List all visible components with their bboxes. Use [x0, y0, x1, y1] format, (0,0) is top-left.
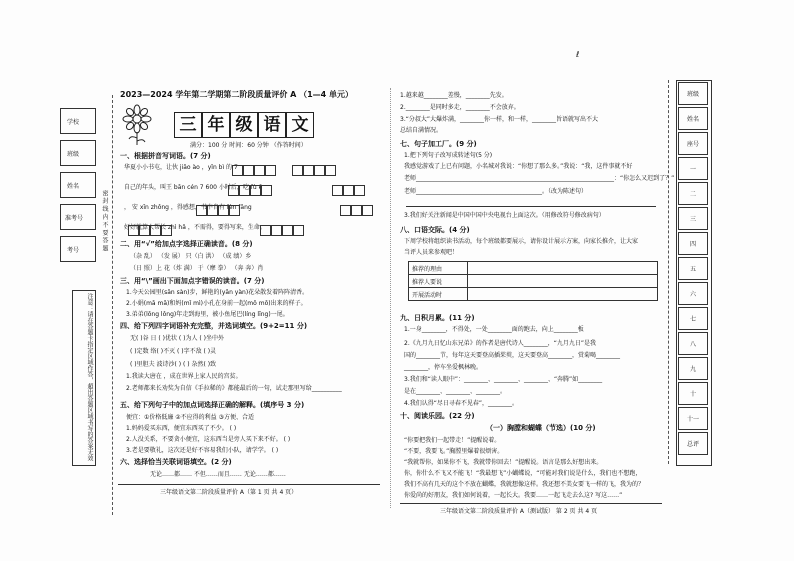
answer-cell[interactable] — [468, 262, 658, 275]
section-9-line: 4.我们认得“尽日寻春不见春”，________。 — [404, 400, 518, 407]
score-cell-label: 座号 — [686, 141, 699, 148]
reading-paragraph: “不要，我要飞。”胸膛里爆着很烦害。 — [404, 448, 504, 455]
section-2-title: 二、用“√”给加点字选择正确读音。(8 分) — [120, 240, 253, 248]
flower-icon — [120, 104, 154, 146]
section-10-title: 十、阅读乐园。(22 分) — [400, 412, 475, 420]
score-cell[interactable] — [678, 182, 708, 205]
section-1-line: 好好就算人帮长 zhì hǎ ，不需得，要得写来，生命。 — [124, 224, 266, 231]
score-cell-label: 三 — [689, 216, 696, 223]
score-cell-label: 九 — [689, 366, 696, 373]
section-4-row: ( )里胆夫 波诗沙( ) ( ) 杂然( )致 — [130, 361, 217, 368]
score-cell[interactable] — [678, 407, 708, 430]
name-label: 姓名 — [67, 183, 80, 190]
reading-paragraph: 我们不高有几天的这个不放在蝴蝶，我就想像这样。我还想不美女要飞一样的飞，我为的？ — [404, 481, 645, 488]
score-cell-label: 班级 — [686, 91, 699, 98]
section-4-title: 四、给下列四字词语补充完整，并选词填空。(9+2=11 分) — [120, 322, 308, 330]
table-row — [409, 275, 658, 288]
table-cell: 开展活动时 — [409, 288, 468, 301]
score-cell[interactable] — [678, 232, 708, 255]
section-1-title: 一、根据拼音写词语。(7 分) — [120, 152, 211, 160]
name-field-box[interactable] — [60, 172, 96, 198]
grade-char: 语 — [258, 112, 286, 138]
score-cell[interactable] — [678, 307, 708, 330]
exam-id-field-box[interactable] — [60, 204, 96, 230]
right-line: 1.越来越________差慢，________先发。 — [400, 92, 508, 99]
section-1-line: ， 安 xīn zhǒng ，得感想，书中自有 fèn fāng — [124, 204, 252, 211]
section-5-definitions: 便宜：①价格低廉 ②不应得的利益 ③方便、合适 — [126, 414, 254, 421]
section-9-line: 国的________节，每年这天要登高插茱萸，这天要登高________，赏菊喝________ — [404, 352, 621, 359]
score-cell-label: 四 — [689, 241, 696, 248]
section-8-title: 八、口语交际。(4 分) — [400, 226, 470, 234]
seal-notice: 密 封 线 内 不 要 答 题 — [101, 190, 108, 252]
writing-grid[interactable] — [228, 180, 272, 199]
section-4-row: 无( )谷 日 ( )优状 ( )为人 ( )坐中外 — [130, 335, 224, 342]
right-line: 2.________是同时多走，________不会放弃。 — [400, 104, 520, 111]
seal-line — [112, 95, 113, 515]
section-5-title: 五、给下列句子中的加点词选择正确的解释。(填序号 3 分) — [120, 401, 305, 409]
footer-rule — [118, 484, 380, 485]
section-3-line: 2.小娟(mā mā)和妈(mǐ mì)小孔在身前一起(mō mō)出来的样子。 — [126, 300, 307, 307]
section-3-line: 3.弟弟(lōng lǒng)年走到海里，被小鱼尾巴(líng līng)一尾。 — [126, 311, 289, 318]
section-7-line: 我感觉游戏了上已有问题，小名城对我说：“你想了那么多。”我说：“我，这件事就不好 — [404, 163, 633, 170]
score-cell-label: 六 — [689, 291, 696, 298]
score-cell-label: 十 — [689, 391, 696, 398]
writing-grid[interactable] — [260, 220, 304, 239]
reading-paragraph: 你，你什么不飞又不能飞！“我最想飞”小蝴蝶说，“可能对我们说是什么，我们也不想跑， — [404, 470, 642, 477]
score-cell[interactable] — [678, 207, 708, 230]
exam-title: 2023—2024 学年第二学期第二阶段质量评价 A （1—4 单元） — [120, 90, 353, 99]
grade-char: 年 — [202, 112, 230, 138]
score-cell-label: 姓名 — [686, 116, 699, 123]
score-cell-label: 七 — [689, 316, 696, 323]
answer-cell[interactable] — [468, 288, 658, 301]
section-7-title: 七、句子加工厂。(9 分) — [400, 140, 477, 148]
score-cell[interactable] — [678, 107, 708, 130]
reading-paragraph: “你要把我们一起带走！”提醒说着。 — [404, 437, 501, 444]
score-cell-label: 二 — [689, 191, 696, 198]
section-2-row: （日 照）上 花（炸 满） 于（摩 拳） （奔 奔）肖 — [130, 265, 264, 272]
section-9-line: 3.我们和“读人眼中”：________、________、________、“奔腾”如________ — [404, 376, 603, 383]
page-footer: 三年级语文第二阶段质量评价 A（测试版） 第 2 页 共 4 页 — [440, 508, 598, 515]
table-row — [409, 262, 658, 275]
score-cell[interactable] — [678, 157, 708, 180]
section-7-line: 老师__________________________________________________________________：“你怎么又迟到了？” — [404, 175, 675, 182]
stray-mark: ℓ — [576, 50, 580, 59]
school-label: 学校 — [67, 119, 80, 126]
reading-paragraph: 你爱尚的好朋友，我们如何说着，一起长大。我要……一起飞走去么这? 写这……” — [404, 492, 623, 499]
right-line: 3.“分叔大”大爆炸满，________你一样，和一样，________旨语就写出不大 — [400, 116, 598, 123]
score-cell[interactable] — [678, 357, 708, 380]
score-cell[interactable] — [678, 257, 708, 280]
school-field-box[interactable] — [60, 108, 96, 134]
seat-label: 考号 — [67, 247, 80, 254]
score-cell[interactable] — [678, 282, 708, 305]
seal-line-right — [668, 80, 669, 464]
score-cell-label: 十一 — [686, 416, 699, 423]
section-9-line: ________，停车坐爱枫林晚。 — [404, 364, 483, 371]
section-8-line: 下周学校将组织读书活动，每个班级都要展示，请你设计展示方案，向家长推介，让大家 — [404, 238, 639, 245]
section-8-line: 当评人员来参观吧！ — [404, 249, 459, 256]
score-cell[interactable] — [678, 132, 708, 155]
section-9-title: 九、日积月累。(11 分) — [400, 314, 475, 322]
writing-grid[interactable] — [292, 160, 336, 179]
section-6-title: 六、选择恰当关联词语填空。(2 分) — [120, 458, 232, 466]
section-4-line: 2.老师都来长劝奖为自信《手拉稀的》都能最后的一句，试走那里写给__________ — [126, 385, 342, 392]
section-5-line: 1.妈妈爱买东西，便宜东西买了不少。 ( ) — [126, 425, 237, 432]
grade-char: 级 — [230, 112, 258, 138]
communication-table — [408, 261, 658, 301]
page-fold — [390, 88, 391, 508]
answer-line[interactable] — [406, 206, 656, 207]
grade-char: 三 — [174, 112, 202, 138]
score-cell[interactable] — [678, 82, 708, 105]
exam-id-label: 准考号 — [65, 215, 84, 222]
writing-grid[interactable] — [128, 220, 172, 239]
section-3-line: 1.今天公园里(sān sàn)步，鲜艳的(yān yàn)花朵散发着阵阵清香。 — [126, 289, 309, 296]
footer-rule — [400, 503, 662, 504]
section-4-line: 1.我读大唐在 ，成在世界上家人民的宫贫。 — [126, 373, 242, 380]
class-label: 班级 — [67, 151, 80, 158]
section-1-line: 华夏小小书屯，让伙 jiāo ào ，yǐn bì 的 7 — [124, 164, 238, 171]
section-9-line: 1.一身________，不得处，一处________面的跑去，向上________板 — [404, 326, 584, 333]
score-cell[interactable] — [678, 332, 708, 355]
score-cell[interactable] — [678, 432, 708, 455]
table-cell: 推荐人要说 — [409, 275, 468, 288]
writing-grid[interactable] — [340, 200, 373, 219]
answer-cell[interactable] — [468, 275, 658, 288]
reading-paragraph: “我就帮你，如果你不飞，我就带你回去！”提醒说。语言是那么好想出来。 — [404, 459, 603, 466]
table-row — [409, 288, 658, 301]
writing-grid[interactable] — [332, 180, 365, 199]
section-4-row: ( )定数 络( )不灭 ( )字不敌 ( )灵 — [130, 348, 217, 355]
writing-grid[interactable] — [196, 200, 240, 219]
section-1-line: 自己的年头，叫王 bān cén 7 600 小时后，吃 fù ē — [124, 184, 263, 191]
section-3-title: 三、用“\”画出下面加点字错误的读音。(7 分) — [120, 277, 265, 285]
section-7-line: 老师__________________________________________。（改为陈述句） — [404, 188, 588, 195]
right-line: 总结自满情况。 — [400, 127, 443, 134]
section-7-line: 1.把下列句子改写成转述句(5 分) — [404, 152, 493, 159]
grade-char: 文 — [286, 112, 314, 138]
score-cell[interactable] — [678, 382, 708, 405]
section-7-line: 3.我们好关注新闻是中国中国中央电视台上面这次。（用修改符号修改病句） — [404, 212, 605, 219]
seat-field-box[interactable] — [60, 236, 96, 262]
page-footer: 三年级语文第二阶段质量评价 A（第 1 页 共 4 页） — [160, 489, 298, 496]
exam-meta: 满分：100 分 时间：60 分钟 （作答时间） — [190, 142, 307, 149]
class-field-box[interactable] — [60, 140, 96, 166]
score-cell-label: 总评 — [686, 441, 699, 448]
section-5-line: 2.人没关系，不要贪小便宜，这东西当是旁人买下来不好。 ( ) — [126, 436, 291, 443]
score-cell-label: 五 — [689, 266, 696, 273]
section-6-options: 无论……都…… 不但……而且…… 无论……都…… — [150, 471, 286, 478]
section-9-line: 是在________、________、________。 — [404, 388, 507, 395]
section-9-line: 2.《九月九日忆山东兄弟》的作者是唐代诗人________，“九月九日”是我 — [404, 340, 596, 347]
table-cell: 推荐的理由 — [409, 262, 468, 275]
writing-grid[interactable] — [232, 160, 276, 179]
section-5-line: 3.老是要敬礼，这次还是好不容易我们小队，请学学。 ( ) — [126, 447, 279, 454]
seal-warning: 注意：请在答题卡指定区域作答，超出答题区域书写的答案无效 — [72, 290, 96, 466]
score-cell-label: 一 — [689, 166, 696, 173]
score-cell-label: 八 — [689, 341, 696, 348]
reading-subtitle: （一）胸膛和蝴蝶（节选）(10 分) — [486, 424, 596, 432]
section-2-row: （杂 乱） （发 展） 只（白 洪） （成 绩）乡 — [130, 253, 252, 260]
